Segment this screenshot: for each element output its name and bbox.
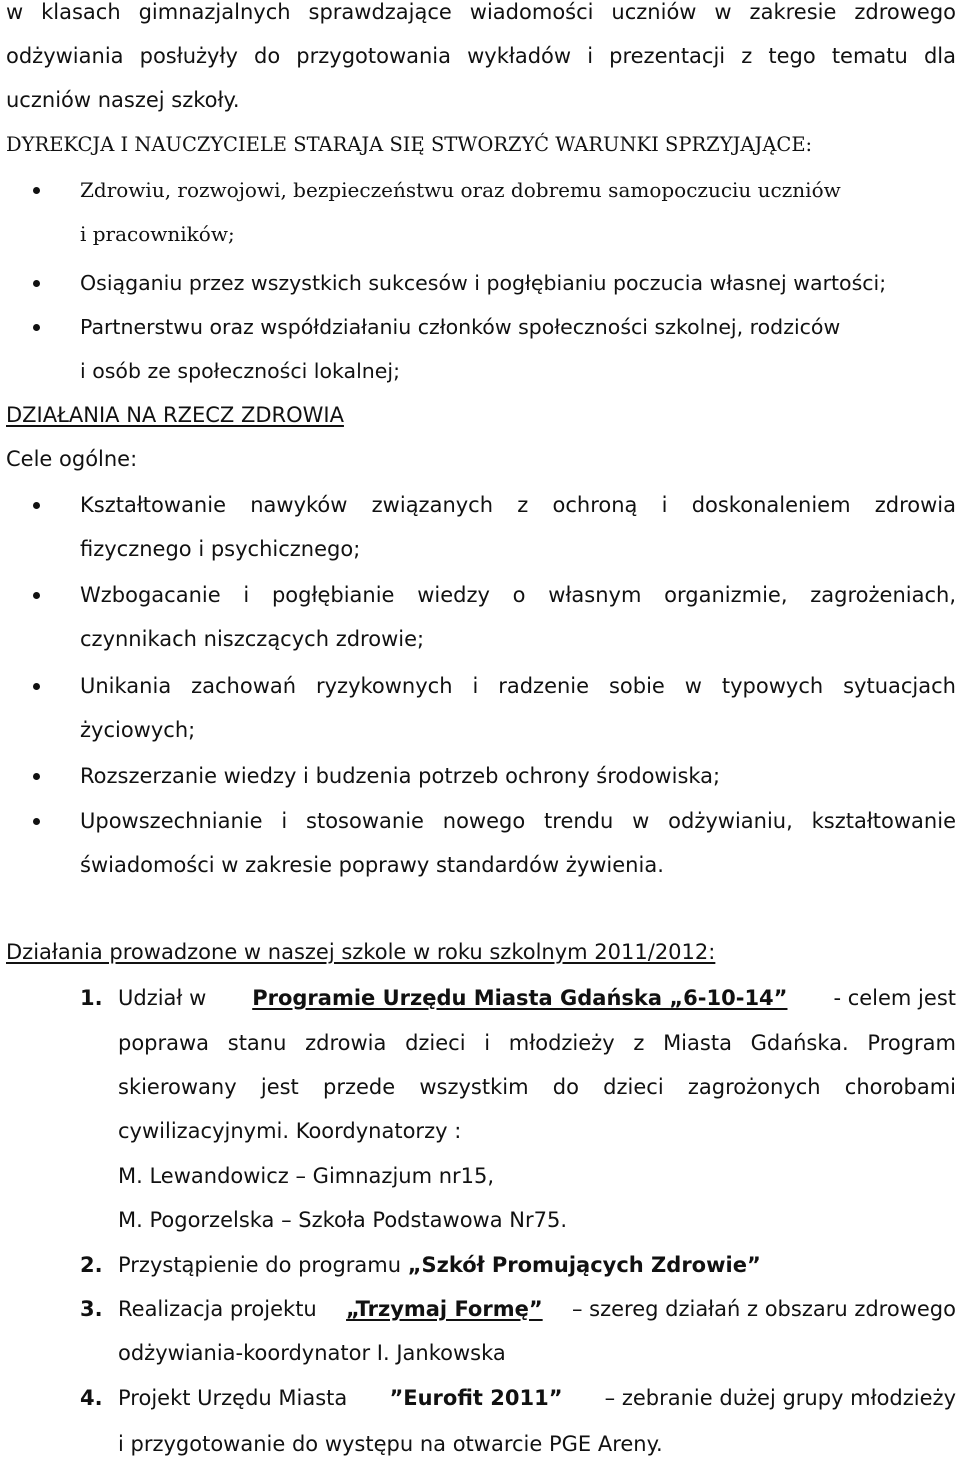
actions-item-2-number: 2. [80,1253,103,1277]
bullet-icon [33,280,40,287]
health-item-5-line-2: świadomości w zakresie poprawy standardów żywienia. [80,853,664,877]
actions-item-3-number: 3. [80,1297,103,1321]
actions-item-2-pre: Przystąpienie do programu [118,1253,402,1277]
actions-item-3-program: „Trzymaj Formę” [346,1297,543,1321]
actions-item-1-line-5: M. Lewandowicz – Gimnazjum nr15, [118,1164,495,1188]
directorate-item-1-line-2: i pracowników; [80,222,235,246]
health-item-1-line-2: fizycznego i psychicznego; [80,537,361,561]
bullet-icon [33,592,40,599]
actions-item-2-program: „Szkół Promujących Zdrowie” [407,1253,761,1277]
intro-line-1: w klasach gimnazjalnych sprawdzające wiadomości uczniów w zakresie zdrowego [6,0,956,24]
health-item-3-line-2: życiowych; [80,718,196,742]
health-item-1-line-1: Kształtowanie nawyków związanych z ochroną i doskonaleniem zdrowia [80,493,956,517]
actions-item-4-line-2: i przygotowanie do występu na otwarcie PGE Areny. [118,1432,663,1456]
bullet-icon [33,324,40,331]
health-item-5-line-1: Upowszechnianie i stosowanie nowego trendu w odżywianiu, kształtowanie [80,809,956,833]
bullet-icon [33,187,40,194]
actions-item-3-line-2: odżywiania-koordynator I. Jankowska [118,1341,506,1365]
actions-item-1-post: - celem jest [833,986,956,1010]
bullet-icon [33,683,40,690]
actions-item-2-line-1 [118,1255,761,1276]
actions-item-1-line-4: cywilizacyjnymi. Koordynatorzy : [118,1119,462,1143]
directorate-item-3-line-1: Partnerstwu oraz współdziałaniu członków społeczności szkolnej, rodziców [80,315,841,339]
health-heading: DZIAŁANIA NA RZECZ ZDROWIA [6,403,344,427]
intro-line-2: odżywiania posłużyły do przygotowania wykładów i prezentacji z tego tematu dla [6,44,956,68]
actions-item-1-line-2: poprawa stanu zdrowia dzieci i młodzieży z Miasta Gdańska. Program [118,1031,956,1055]
directorate-item-2-line-1: Osiąganiu przez wszystkich sukcesów i pogłębianiu poczucia własnej wartości; [80,271,887,295]
health-item-2-line-2: czynnikach niszczących zdrowie; [80,627,425,651]
actions-item-4-program: ”Eurofit 2011” [389,1386,563,1410]
actions-item-3-line-1 [118,1299,956,1320]
health-item-2-line-1: Wzbogacanie i pogłębianie wiedzy o własnym organizmie, zagrożeniach, [80,583,956,607]
bullet-icon [33,502,40,509]
actions-item-4-number: 4. [80,1386,103,1410]
directorate-heading: DYREKCJA I NAUCZYCIELE STARAJA SIĘ STWORZYĆ WARUNKI SPRZYJAJĄCE: [6,133,813,156]
actions-item-4-pre: Projekt Urzędu Miasta [118,1386,348,1410]
directorate-item-3-line-2: i osób ze społeczności lokalnej; [80,359,401,383]
actions-item-1-number: 1. [80,986,103,1010]
actions-item-1-line-3: skierowany jest przede wszystkim do dzieci zagrożonych chorobami [118,1075,956,1099]
bullet-icon [33,773,40,780]
actions-item-4-line-1 [118,1388,956,1409]
directorate-item-1-line-1: Zdrowiu, rozwojowi, bezpieczeństwu oraz dobremu samopoczuciu uczniów [80,178,841,202]
actions-item-3-pre: Realizacja projektu [118,1297,317,1321]
actions-item-1-line-6: M. Pogorzelska – Szkoła Podstawowa Nr75. [118,1208,568,1232]
health-item-3-line-1: Unikania zachowań ryzykownych i radzenie sobie w typowych sytuacjach [80,674,956,698]
intro-line-3: uczniów naszej szkoły. [6,88,240,112]
actions-item-1-program: Programie Urzędu Miasta Gdańska „6-10-14” [252,986,788,1010]
actions-item-4-post: – zebranie dużej grupy młodzieży [604,1386,956,1410]
actions-heading: Działania prowadzone w naszej szkole w roku szkolnym 2011/2012: [6,940,716,964]
health-item-4-line-1: Rozszerzanie wiedzy i budzenia potrzeb ochrony środowiska; [80,764,721,788]
bullet-icon [33,818,40,825]
health-subheading: Cele ogólne: [6,447,138,471]
actions-item-3-post: – szereg działań z obszaru zdrowego [571,1297,956,1321]
actions-item-1-line-1 [118,988,956,1009]
actions-item-1-pre: Udział w [118,986,207,1010]
